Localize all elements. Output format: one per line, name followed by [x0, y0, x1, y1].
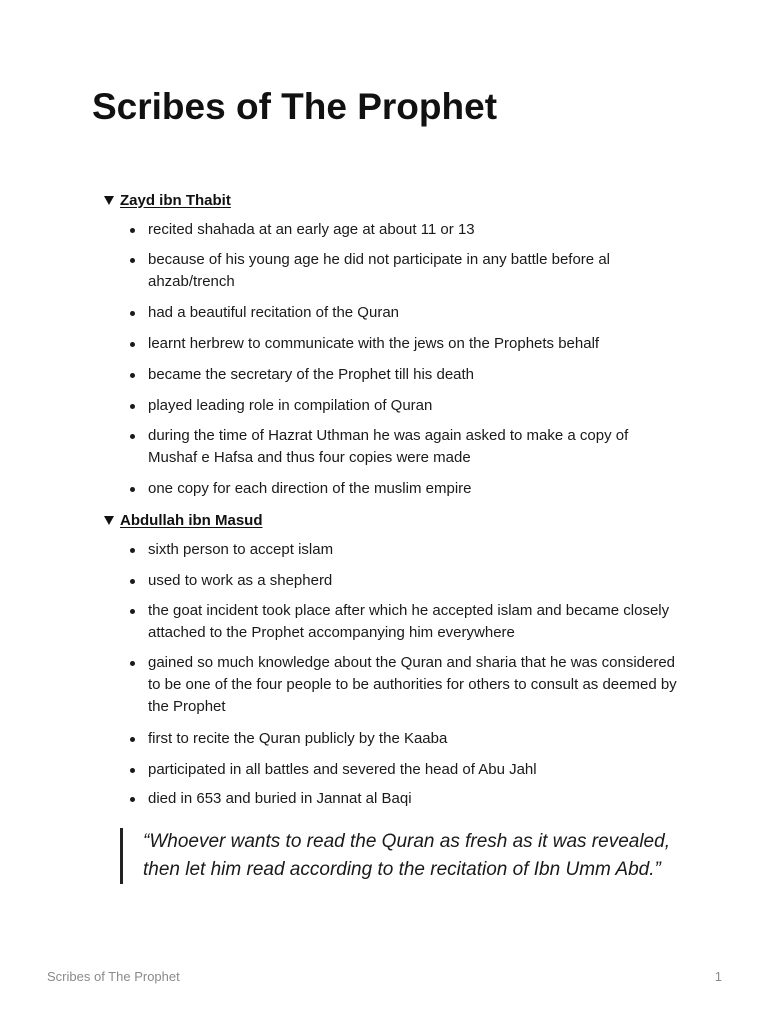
bullet-icon: [130, 609, 135, 614]
bullet-icon: [130, 228, 135, 233]
page-title: Scribes of The Prophet: [92, 86, 498, 127]
toggle-section-abdullah: [104, 509, 704, 807]
bullet-icon: [130, 579, 135, 584]
bullet-icon: [130, 311, 135, 316]
list-item: gained so much knowledge about the Quran and sharia that he was considered to be one of the four people to be authorities for others to consult as deemed by the Prophet: [130, 652, 678, 718]
bullet-icon: [130, 548, 135, 553]
list-item: participated in all battles and severed the head of Abu Jahl: [130, 759, 678, 781]
bullet-icon: [130, 404, 135, 409]
list-item: had a beautiful recitation of the Quran: [130, 302, 678, 324]
triangle-down-icon[interactable]: [104, 516, 114, 525]
triangle-down-icon[interactable]: [104, 196, 114, 205]
quote-block: “Whoever wants to read the Quran as fresh as it was revealed, then let him read according to the recitation of Ibn Umm Abd.”: [120, 828, 703, 884]
footer-title: Scribes of The Prophet: [47, 969, 180, 984]
bullet-icon: [130, 342, 135, 347]
toggle-title: Zayd ibn Thabit: [120, 191, 231, 209]
toggle-header-zayd[interactable]: [104, 189, 704, 211]
list-item: played leading role in compilation of Quran: [130, 395, 678, 417]
bullet-icon: [130, 258, 135, 263]
list-item: the goat incident took place after which he accepted islam and became closely attached to the Prophet accompanying him everywhere: [130, 600, 678, 644]
list-item: during the time of Hazrat Uthman he was again asked to make a copy of Mushaf e Hafsa and thus four copies were made: [130, 425, 678, 469]
toggle-section-zayd: [104, 189, 704, 497]
list-item: because of his young age he did not participate in any battle before al ahzab/trench: [130, 249, 678, 293]
toggle-header-abdullah[interactable]: [104, 509, 704, 531]
page-number: 1: [714, 969, 722, 984]
toggle-title: Abdullah ibn Masud: [120, 511, 263, 529]
list-item: became the secretary of the Prophet till his death: [130, 364, 678, 386]
list-item: one copy for each direction of the muslim empire: [130, 478, 678, 500]
list-item: used to work as a shepherd: [130, 570, 678, 592]
list-item: died in 653 and buried in Jannat al Baqi: [130, 788, 678, 810]
list-item: recited shahada at an early age at about 11 or 13: [130, 219, 678, 241]
bullet-icon: [130, 373, 135, 378]
bullet-icon: [130, 797, 135, 802]
bullet-icon: [130, 487, 135, 492]
list-item: sixth person to accept islam: [130, 539, 678, 561]
bullet-icon: [130, 768, 135, 773]
bullet-icon: [130, 434, 135, 439]
bullet-icon: [130, 737, 135, 742]
bullet-icon: [130, 661, 135, 666]
list-item: first to recite the Quran publicly by the Kaaba: [130, 728, 678, 750]
list-item: learnt herbrew to communicate with the jews on the Prophets behalf: [130, 333, 678, 355]
